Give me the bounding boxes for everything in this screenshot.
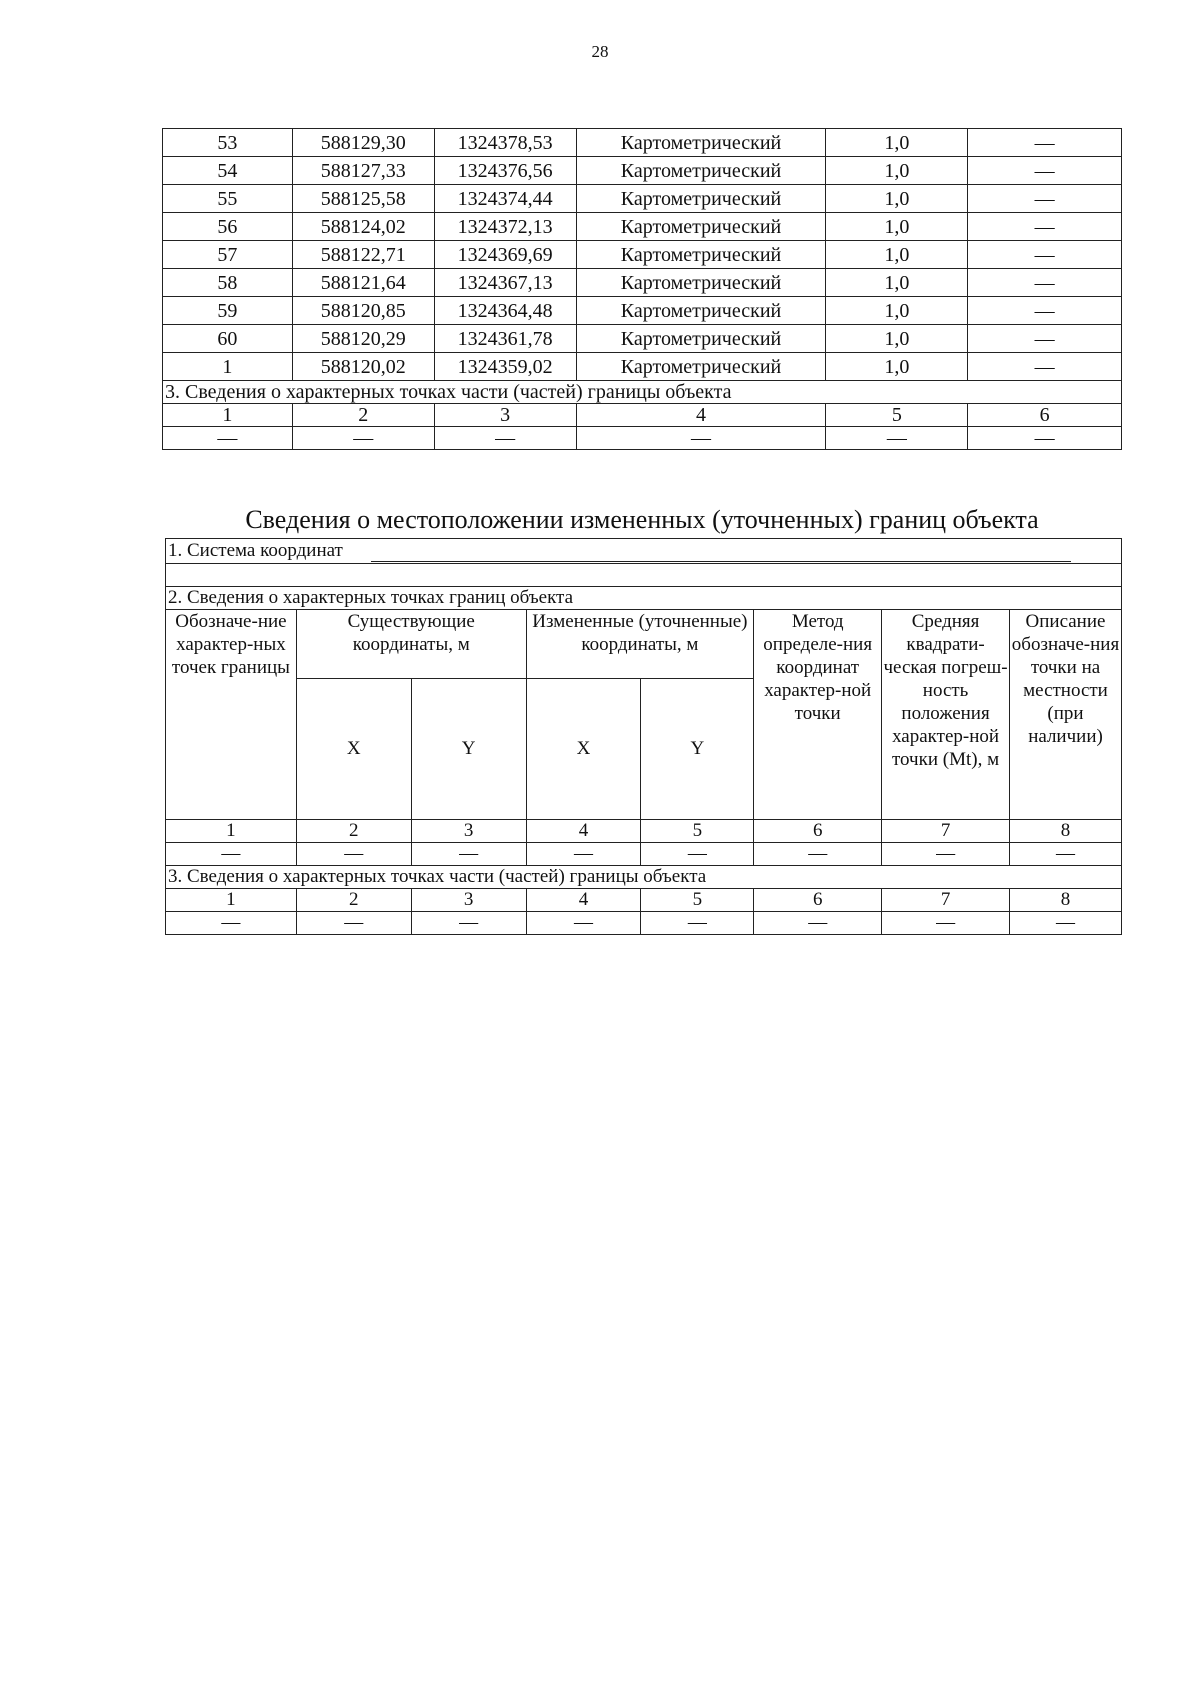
section2-title: 2. Сведения о характерных точках границ объекта: [166, 587, 1122, 610]
table-cell: —: [641, 912, 754, 935]
table-cell: —: [526, 912, 641, 935]
table-cell: 1,0: [826, 353, 968, 381]
table-cell: 1324369,69: [434, 241, 576, 269]
table-cell: 1,0: [826, 213, 968, 241]
table-cell: 6: [754, 889, 882, 912]
changed-table-rows: [166, 820, 1122, 935]
spacer-row: [166, 564, 1122, 587]
table-cell: 4: [526, 820, 641, 843]
table-cell: 588120,29: [292, 325, 434, 353]
header-error: Средняя квадрати-ческая погреш-ность положения характер-ной точки (Mt), м: [882, 610, 1010, 820]
table-cell: —: [411, 843, 526, 866]
table-cell: —: [434, 427, 576, 450]
table-cell: —: [968, 157, 1122, 185]
table-cell: 58: [163, 269, 293, 297]
changed-boundaries-table: [165, 538, 1122, 935]
header-designation: Обозначе-ние характер-ных точек границы: [166, 610, 297, 820]
table-cell: —: [576, 427, 826, 450]
header-existing-y: Y: [411, 679, 526, 820]
table-cell: 2: [296, 820, 411, 843]
table-cell: —: [826, 427, 968, 450]
table-cell: Картометрический: [576, 241, 826, 269]
table-cell: 56: [163, 213, 293, 241]
table-cell: 588120,85: [292, 297, 434, 325]
table-cell: 588122,71: [292, 241, 434, 269]
coord-system-label: 1. Система координат: [168, 540, 343, 561]
table-cell: 1,0: [826, 157, 968, 185]
table-cell: 5: [641, 889, 754, 912]
table-cell: 3: [411, 889, 526, 912]
table-cell: —: [292, 427, 434, 450]
table-cell: 1: [163, 353, 293, 381]
table-cell: 1324359,02: [434, 353, 576, 381]
table-row: [166, 912, 1122, 935]
table-row: [163, 325, 1122, 353]
table-cell: 60: [163, 325, 293, 353]
page-number: 28: [591, 42, 609, 61]
table-cell: 1,0: [826, 325, 968, 353]
section3-title: 3. Сведения о характерных точках части (частей) границы объекта: [163, 381, 1122, 404]
table-cell: —: [968, 241, 1122, 269]
header-existing: Существующие координаты, м: [296, 610, 526, 679]
section3-title-row: [163, 381, 1122, 404]
table-cell: 588127,33: [292, 157, 434, 185]
header-changed-y: Y: [641, 679, 754, 820]
table-cell: —: [754, 912, 882, 935]
table-cell: 6: [754, 820, 882, 843]
table-cell: —: [882, 912, 1010, 935]
table-cell: —: [296, 912, 411, 935]
table-cell: 588129,30: [292, 129, 434, 157]
header-row: [166, 610, 1122, 679]
table-cell: —: [968, 129, 1122, 157]
table-cell: 2: [292, 404, 434, 427]
table-cell: 5: [826, 404, 968, 427]
table-cell: Картометрический: [576, 129, 826, 157]
table-cell: —: [968, 297, 1122, 325]
table-row: [163, 241, 1122, 269]
table-cell: 2: [296, 889, 411, 912]
table-cell: 8: [1010, 889, 1122, 912]
table-cell: 7: [882, 820, 1010, 843]
header-changed-x: X: [526, 679, 641, 820]
table-cell: 1324374,44: [434, 185, 576, 213]
table-cell: 53: [163, 129, 293, 157]
table-cell: 1: [163, 404, 293, 427]
coord-system-row: [166, 539, 1122, 564]
header-existing-x: X: [296, 679, 411, 820]
table-cell: —: [882, 843, 1010, 866]
table-cell: Картометрический: [576, 185, 826, 213]
table-cell: 1324364,48: [434, 297, 576, 325]
table-cell: Картометрический: [576, 325, 826, 353]
table-cell: 588121,64: [292, 269, 434, 297]
table-row: [166, 843, 1122, 866]
empty-cell: [166, 564, 1122, 587]
table-cell: 1324361,78: [434, 325, 576, 353]
table-cell: Картометрический: [576, 157, 826, 185]
table-cell: 57: [163, 241, 293, 269]
table-row: [163, 213, 1122, 241]
table-cell: 588124,02: [292, 213, 434, 241]
table-cell: —: [1010, 912, 1122, 935]
table-cell: —: [163, 427, 293, 450]
table-cell: —: [754, 843, 882, 866]
table-cell: 1324372,13: [434, 213, 576, 241]
table-cell: 59: [163, 297, 293, 325]
section3-header-row: [163, 404, 1122, 427]
table-cell: —: [166, 912, 297, 935]
table-cell: 1,0: [826, 185, 968, 213]
table-cell: 4: [526, 889, 641, 912]
table-cell: —: [968, 213, 1122, 241]
table-row: [166, 820, 1122, 843]
table-cell: Картометрический: [576, 297, 826, 325]
table-cell: —: [968, 325, 1122, 353]
table-cell: 7: [882, 889, 1010, 912]
table-cell: —: [968, 269, 1122, 297]
header-changed: Измененные (уточненные) координаты, м: [526, 610, 754, 679]
table-cell: 1: [166, 820, 297, 843]
table-cell: 6: [968, 404, 1122, 427]
table-cell: 1,0: [826, 129, 968, 157]
table-cell: 1324376,56: [434, 157, 576, 185]
header-method: Метод определе-ния координат характер-ной точки: [754, 610, 882, 820]
table-cell: Картометрический: [576, 353, 826, 381]
section3-title: 3. Сведения о характерных точках части (частей) границы объекта: [166, 866, 1122, 889]
table-cell: 1,0: [826, 297, 968, 325]
table-cell: —: [411, 912, 526, 935]
table-row: [163, 297, 1122, 325]
table-cell: —: [968, 185, 1122, 213]
table-cell: 8: [1010, 820, 1122, 843]
points-table: [162, 128, 1122, 450]
table-cell: —: [1010, 843, 1122, 866]
table-cell: 4: [576, 404, 826, 427]
section-title: Сведения о местоположении измененных (уточненных) границ объекта: [245, 505, 1039, 534]
table-cell: Картометрический: [576, 269, 826, 297]
table-cell: —: [968, 427, 1122, 450]
table-cell: 5: [641, 820, 754, 843]
table-cell: 588125,58: [292, 185, 434, 213]
table-cell: —: [641, 843, 754, 866]
header-description: Описание обозначе-ния точки на местности (при наличии): [1010, 610, 1122, 820]
table-row: [163, 157, 1122, 185]
section3-title-row: [166, 866, 1122, 889]
table-cell: Картометрический: [576, 213, 826, 241]
table-cell: 55: [163, 185, 293, 213]
table-cell: 54: [163, 157, 293, 185]
coord-system-cell: [166, 539, 1122, 564]
section2-title-row: [166, 587, 1122, 610]
table-cell: 1324378,53: [434, 129, 576, 157]
points-table-body: [163, 129, 1122, 381]
coord-system-blank-line: [371, 543, 1071, 562]
table-cell: 1: [166, 889, 297, 912]
table-cell: —: [526, 843, 641, 866]
table-row: [163, 129, 1122, 157]
table-row: [163, 185, 1122, 213]
table-cell: 588120,02: [292, 353, 434, 381]
table-cell: 1,0: [826, 269, 968, 297]
table-cell: 3: [434, 404, 576, 427]
table-cell: —: [296, 843, 411, 866]
table-cell: 3: [411, 820, 526, 843]
table-cell: —: [166, 843, 297, 866]
table-row: [163, 269, 1122, 297]
table-cell: 1,0: [826, 241, 968, 269]
table-cell: —: [968, 353, 1122, 381]
table-cell: 1324367,13: [434, 269, 576, 297]
section3-dash-row: [163, 427, 1122, 450]
table-row: [166, 889, 1122, 912]
table-row: [163, 353, 1122, 381]
